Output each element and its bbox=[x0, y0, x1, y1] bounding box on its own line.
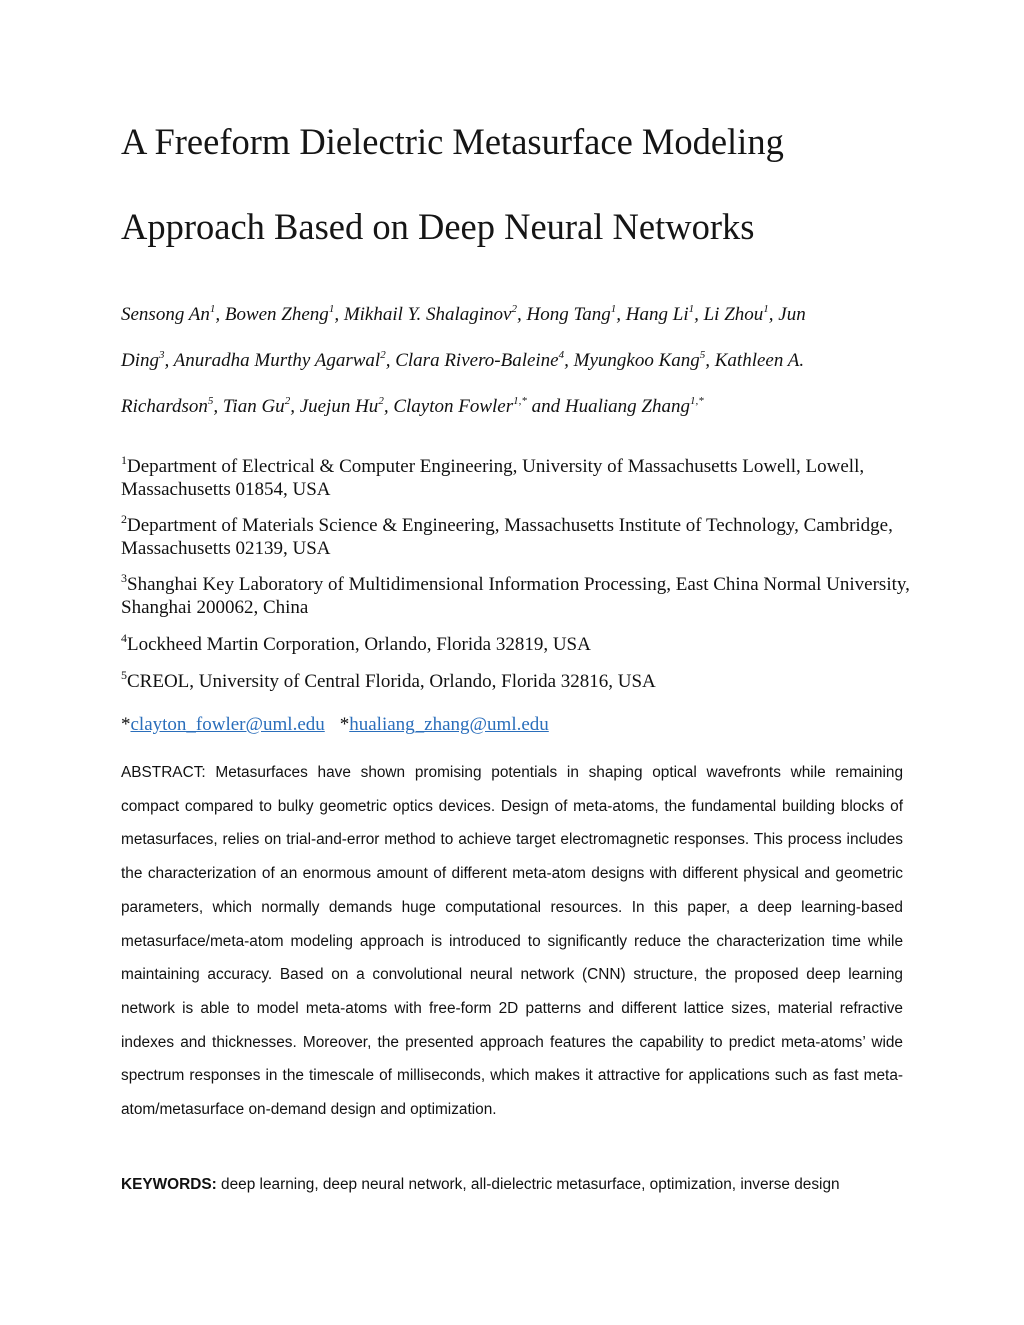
abstract bbox=[121, 756, 903, 1127]
affiliation-text: Department of Materials Science & Engineering, Massachusetts Institute of Technology, Cambridge, Massachusetts 02139, USA bbox=[121, 515, 893, 559]
author-affiliation-mark: 3 bbox=[159, 348, 165, 361]
author-list-line-1 bbox=[121, 303, 921, 327]
affiliation-text: Department of Electrical & Computer Engineering, University of Massachusetts Lowell, Lowell, Massachusetts 01854, USA bbox=[121, 456, 865, 500]
author-name: Anuradha Murthy Agarwal bbox=[173, 350, 381, 371]
corresponding-marker: * bbox=[121, 714, 131, 735]
abstract-text: Metasurfaces have shown promising potentials in shaping optical wavefronts while remaining compact compared to bulky geometric optics devices. Design of meta-atoms, the fundamental building blocks of metasurfaces, relies on trial-and-error method to achieve target electromagnetic responses. This process includes the characterization of an enormous amount of different meta-atom designs with different physical and geometric parameters, which normally demands huge computational resources. In this paper, a deep learning-based metasurface/meta-atom modeling approach is introduced to significantly reduce the characterization time while maintaining accuracy. Based on a convolutional neural network (CNN) structure, the proposed deep learning network is able to model meta-atoms with free-form 2D patterns and different lattice sizes, material refractive indexes and thicknesses. Moreover, the presented approach features the capability to predict meta-atoms’ wide spectrum responses in the timescale of milliseconds, which makes it attractive for applications such as fast meta-atom/metasurface on-demand design and optimization. bbox=[121, 764, 903, 1119]
author-name: Hang Li bbox=[625, 304, 689, 325]
affiliation-3 bbox=[121, 570, 911, 619]
author-separator: , bbox=[705, 350, 715, 371]
author-separator: , bbox=[164, 350, 174, 371]
author-name: Mikhail Y. Shalaginov bbox=[343, 304, 512, 325]
author-name: Juejun Hu bbox=[299, 396, 379, 417]
author-name-part: Ding bbox=[121, 350, 159, 371]
author-name: Clayton Fowler bbox=[393, 396, 514, 417]
author-name: Hong Tang bbox=[526, 304, 611, 325]
author-affiliation-mark: 1 bbox=[328, 302, 335, 315]
author-affiliation-mark: 5 bbox=[207, 394, 214, 407]
author-name-part: Richardson bbox=[121, 396, 208, 417]
author-separator: , bbox=[215, 304, 225, 325]
author-separator: , bbox=[334, 304, 344, 325]
paper-title-line-2: Approach Based on Deep Neural Networks bbox=[121, 206, 755, 247]
affiliation-text: Shanghai Key Laboratory of Multidimensional Information Processing, East China Normal University, Shanghai 200062, China bbox=[121, 574, 910, 618]
affiliation-number: 3 bbox=[121, 570, 127, 585]
email-link-zhang[interactable]: hualiang_zhang@uml.edu bbox=[349, 714, 549, 735]
author-affiliation-mark: 1,* bbox=[689, 394, 704, 407]
author-affiliation-mark: 1 bbox=[688, 302, 695, 315]
author-affiliation-mark: 2 bbox=[284, 394, 291, 407]
keywords bbox=[121, 1173, 911, 1197]
author-list-line-2 bbox=[121, 349, 921, 373]
affiliation-2 bbox=[121, 511, 911, 560]
author-separator: and bbox=[526, 396, 565, 417]
affiliation-number: 4 bbox=[121, 630, 127, 645]
author-name: Tian Gu bbox=[222, 396, 285, 417]
author-name: Myungkoo Kang bbox=[573, 350, 700, 371]
author-separator: , bbox=[516, 304, 527, 325]
author-name: Sensong An bbox=[121, 304, 210, 325]
author-affiliation-mark: 5 bbox=[699, 348, 706, 361]
author-separator: , bbox=[213, 396, 223, 417]
corresponding-emails bbox=[121, 713, 549, 737]
author-name-part: Jun bbox=[778, 304, 806, 325]
abstract-label: ABSTRACT: bbox=[121, 764, 206, 781]
author-separator: , bbox=[768, 304, 779, 325]
author-affiliation-mark: 2 bbox=[380, 348, 386, 361]
keywords-text: deep learning, deep neural network, all-dielectric metasurface, optimization, inverse design bbox=[221, 1176, 840, 1193]
author-name: Li Zhou bbox=[703, 304, 764, 325]
corresponding-marker: * bbox=[339, 714, 350, 735]
author-affiliation-mark: 1 bbox=[610, 302, 617, 315]
affiliation-text: CREOL, University of Central Florida, Orlando, Florida 32816, USA bbox=[127, 671, 656, 692]
affiliation-text: Lockheed Martin Corporation, Orlando, Florida 32819, USA bbox=[127, 634, 591, 655]
author-affiliation-mark: 1,* bbox=[513, 394, 527, 407]
author-separator: , bbox=[383, 396, 394, 417]
author-affiliation-mark: 1 bbox=[763, 302, 769, 315]
email-link-fowler[interactable]: clayton_fowler@uml.edu bbox=[130, 714, 325, 735]
author-list-line-3 bbox=[121, 395, 921, 419]
author-affiliation-mark: 2 bbox=[511, 302, 517, 315]
keywords-label: KEYWORDS: bbox=[121, 1176, 217, 1193]
author-separator: , bbox=[385, 350, 396, 371]
affiliation-4 bbox=[121, 630, 911, 656]
affiliation-1 bbox=[121, 452, 911, 501]
author-name-part: Kathleen A. bbox=[714, 350, 805, 371]
author-separator: , bbox=[694, 304, 704, 325]
author-affiliation-mark: 2 bbox=[378, 394, 384, 407]
author-affiliation-mark: 1 bbox=[209, 302, 216, 315]
author-affiliation-mark: 4 bbox=[558, 348, 565, 361]
author-separator: , bbox=[564, 350, 574, 371]
author-separator: , bbox=[290, 396, 300, 417]
affiliation-number: 2 bbox=[121, 511, 127, 526]
paper-title-line-1: A Freeform Dielectric Metasurface Modeling bbox=[121, 121, 784, 162]
affiliation-number: 5 bbox=[121, 667, 127, 682]
affiliation-number: 1 bbox=[121, 452, 127, 467]
author-name: Hualiang Zhang bbox=[564, 396, 690, 417]
affiliation-5 bbox=[121, 667, 911, 693]
author-name: Clara Rivero-Baleine bbox=[395, 350, 559, 371]
author-name: Bowen Zheng bbox=[224, 304, 329, 325]
author-separator: , bbox=[616, 304, 626, 325]
